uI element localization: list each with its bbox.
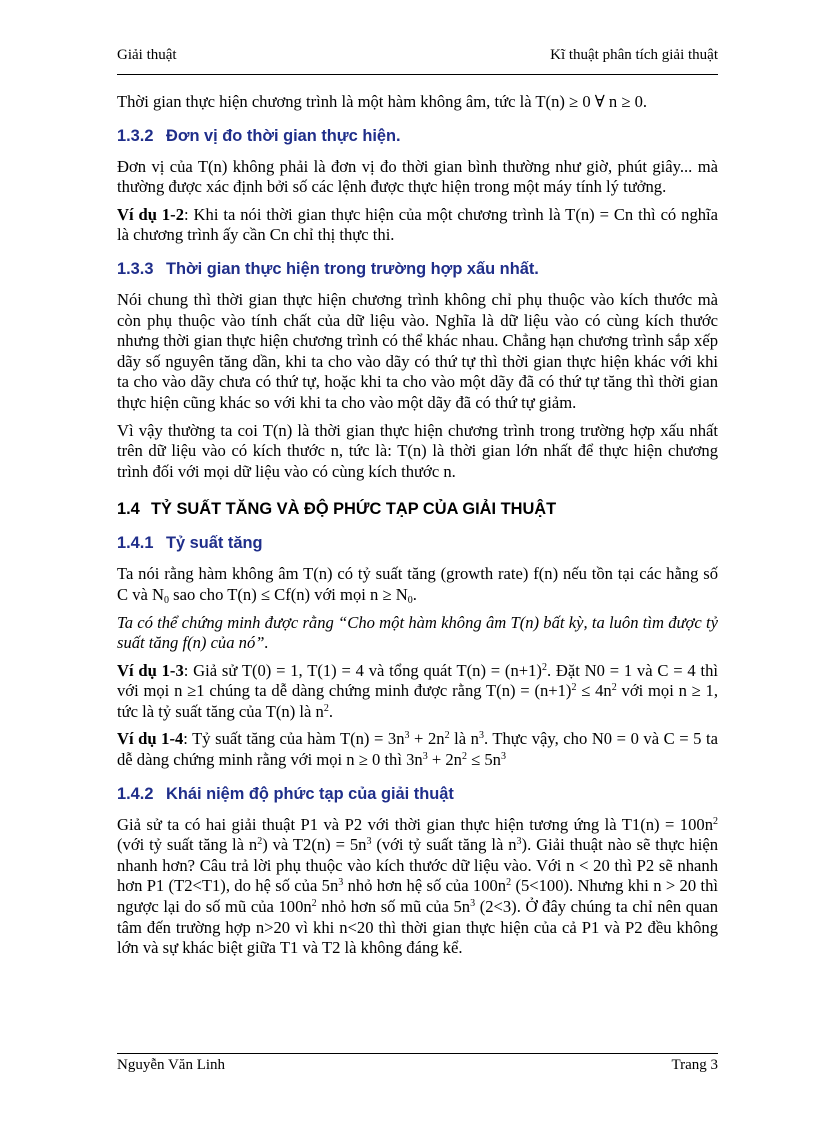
- paragraph-1-3-3-a: Nói chung thì thời gian thực hiện chương trình không chỉ phụ thuộc vào kích thước mà còn phụ thuộc vào tính chất của dữ liệu vào. Nghĩa là dữ liệu vào có cùng kích thước nhưng thời gian thực hiện chương trình có thể khác nhau. Chẳng hạn chương trình sắp xếp dãy số nguyên tăng dần, khi ta cho vào dãy có thứ tự thì thời gian thực hiện khác với khi ta cho vào dãy chưa có thứ tự, hoặc khi ta cho vào một dãy đã có thứ tự tăng thì thời gian thực hiện cũng khác so với khi ta cho vào một dãy đã có thứ tự giảm.: [117, 289, 719, 412]
- example-1-2: Ví dụ 1-2: Khi ta nói thời gian thực hiện của một chương trình là T(n) = Cn thì có nghĩa là chương trình ấy cần Cn chỉ thị thực thi.: [117, 204, 719, 245]
- section-number: 1.4: [117, 500, 140, 519]
- header-right: Kĩ thuật phân tích giải thuật: [550, 47, 718, 63]
- page-body: [117, 92, 718, 966]
- header-left: Giải thuật: [117, 47, 177, 63]
- footer-author: Nguyễn Văn Linh: [117, 1057, 226, 1073]
- example-label: Ví dụ 1-3: [117, 660, 184, 680]
- paragraph-1-3-3-b: Vì vậy thường ta coi T(n) là thời gian thực hiện chương trình trong trường hợp xấu nhất trên dữ liệu vào có kích thước n, tức là: T(n) là thời gian lớn nhất để thực hiện chương trình đối với mọi dữ liệu vào có cùng kích thước n.: [117, 420, 718, 481]
- example-1-4: Ví dụ 1-4: Tỷ suất tăng của hàm $T(n) = 3n^3 + 2n^2$ là $n^3$. Thực vậy, cho N0 = 0 và C = 5 ta dễ dàng chứng minh rằng với mọi n ≥ 0 thì $3n^3 + 2n^2 \le 5n^3$: [117, 729, 719, 770]
- section-heading-1-3-2: [117, 125, 718, 147]
- section-heading-1-4-1: [117, 532, 718, 554]
- example-1-3: Ví dụ 1-3: Giả sử T(0) = 1, T(1) = 4 và tổng quát $T(n) = (n+1)^2$. Đặt N0 = 1 và C = 4 thì với mọi n ≥1 chúng ta dễ dàng chứng minh được rằng $T(n) = (n+1)^2 \le 4n^2$ với mọi n ≥ 1, tức là tỷ suất tăng của T(n) là $n^2$.: [117, 660, 719, 721]
- section-heading-1-4-2: [117, 783, 718, 805]
- paragraph-1-3-2: Đơn vị của T(n) không phải là đơn vị đo thời gian bình thường như giờ, phút giây... mà thường được xác định bởi số các lệnh được thực hiện trong một máy tính lý tưởng.: [117, 156, 718, 197]
- footer-rule: [117, 1053, 718, 1054]
- section-title: Đơn vị đo thời gian thực hiện.: [166, 126, 401, 145]
- paragraph-complexity: Giả sử ta có hai giải thuật P1 và P2 với thời gian thực hiện tương ứng là $T1(n) = 100n^2$ (với tỷ suất tăng là $n^2$) và $T2(n) = 5n^3$ (với tỷ suất tăng là $n^3$). Giải thuật nào sẽ thực hiện nhanh hơn? Câu trả lời phụ thuộc vào kích thước dữ liệu vào. Với n < 20 thì P2 sẽ nhanh hơn P1 (T2<T1), do hệ số của $5n^3$ nhỏ hơn hệ số của $100n^2$ (5<100). Nhưng khi n > 20 thì ngược lại do số mũ của $100n^2$ nhỏ hơn số mũ của $5n^3$ (2<3). Ở đây chúng ta chỉ nên quan tâm đến trường hợp n>20 vì khi n<20 thì thời gian thực hiện của cả P1 và P2 đều không lớn và sự khác biệt giữa T1 và T2 là không đáng kể.: [117, 814, 718, 958]
- footer-page-number: Trang 3: [671, 1057, 718, 1073]
- section-number: 1.4.1: [117, 534, 154, 553]
- section-title: TỶ SUẤT TĂNG VÀ ĐỘ PHỨC TẠP CỦA GIẢI THUẬT: [151, 500, 557, 519]
- page-footer: [117, 1057, 718, 1074]
- paragraph-italic-claim: Ta có thể chứng minh được rằng “Cho một hàm không âm T(n) bất kỳ, ta luôn tìm được tỷ suất tăng f(n) của nó”.: [117, 612, 718, 653]
- page-header: [117, 47, 718, 69]
- section-number: 1.4.2: [117, 784, 154, 803]
- section-number: 1.3.2: [117, 126, 154, 145]
- section-title: Tỷ suất tăng: [166, 534, 263, 553]
- section-title: Khái niệm độ phức tạp của giải thuật: [166, 784, 454, 803]
- section-number: 1.3.3: [117, 259, 154, 278]
- paragraph-growth-rate-definition: Ta nói rằng hàm không âm T(n) có tỷ suất tăng (growth rate) f(n) nếu tồn tại các hằng số C và $N_0$ sao cho T(n) ≤ Cf(n) với mọi $n \ge N_0$.: [117, 564, 718, 606]
- intro-paragraph: Thời gian thực hiện chương trình là một hàm không âm, tức là T(n) ≥ 0 ∀ n ≥ 0.: [117, 92, 648, 111]
- section-heading-1-3-3: [117, 258, 718, 280]
- section-title: Thời gian thực hiện trong trường hợp xấu nhất.: [166, 259, 539, 278]
- example-label: Ví dụ 1-2: [117, 204, 185, 224]
- header-rule: [117, 74, 718, 75]
- example-label: Ví dụ 1-4: [117, 729, 184, 749]
- section-heading-1-4: [117, 498, 718, 520]
